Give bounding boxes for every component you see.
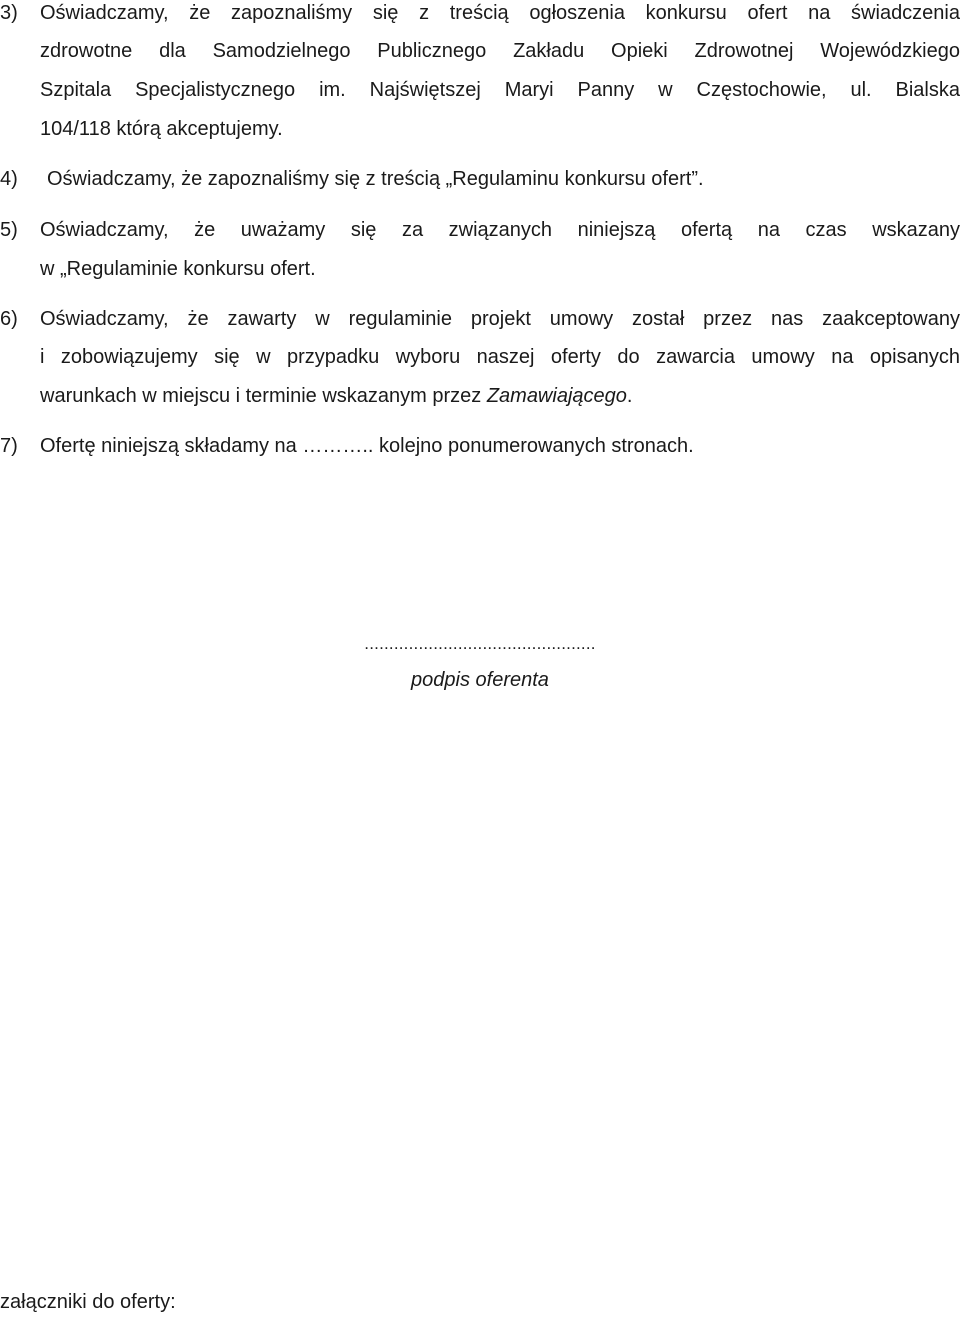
- item-number: 5): [0, 219, 18, 241]
- item-3-line-3: Szpitala Specjalistycznego im. Najświętszej Maryi Panny w Częstochowie, ul. Bialska: [40, 79, 960, 101]
- signature-label: podpis oferenta: [411, 669, 549, 691]
- item-number: 4): [0, 168, 18, 190]
- item-6-line-2: i zobowiązujemy się w przypadku wyboru naszej oferty do zawarcia umowy na opisanych: [40, 346, 960, 368]
- item-4-line-1: Oświadczamy, że zapoznaliśmy się z treścią „Regulaminu konkursu ofert”.: [47, 168, 704, 190]
- item-6-line-3: [40, 384, 632, 408]
- item-6-line-3-text: warunkach w miejscu i terminie wskazanym przez: [40, 385, 487, 407]
- item-number: 7): [0, 435, 18, 457]
- item-6-line-1: Oświadczamy, że zawarty w regulaminie projekt umowy został przez nas zaakceptowany: [40, 308, 960, 330]
- item-number: 6): [0, 308, 18, 330]
- signature-dotted-line: ...............................................: [364, 634, 596, 653]
- item-7-line-1: Ofertę niniejszą składamy na ……….. kolejno ponumerowanych stronach.: [40, 435, 694, 457]
- attachments-label: załączniki do oferty:: [0, 1291, 176, 1313]
- item-3-line-1: Oświadczamy, że zapoznaliśmy się z treścią ogłoszenia konkursu ofert na świadczenia: [40, 2, 960, 24]
- item-5-line-2: w „Regulaminie konkursu ofert.: [40, 258, 316, 280]
- item-3-line-2: zdrowotne dla Samodzielnego Publicznego Zakładu Opieki Zdrowotnej Wojewódzkiego: [40, 40, 960, 62]
- item-5-line-1: Oświadczamy, że uważamy się za związanych niniejszą ofertą na czas wskazany: [40, 219, 960, 241]
- contracting-party-name: Zamawiającego: [486, 385, 627, 407]
- item-3-line-4: 104/118 którą akceptujemy.: [40, 118, 283, 140]
- item-6-period: .: [626, 385, 633, 407]
- item-number: 3): [0, 2, 18, 24]
